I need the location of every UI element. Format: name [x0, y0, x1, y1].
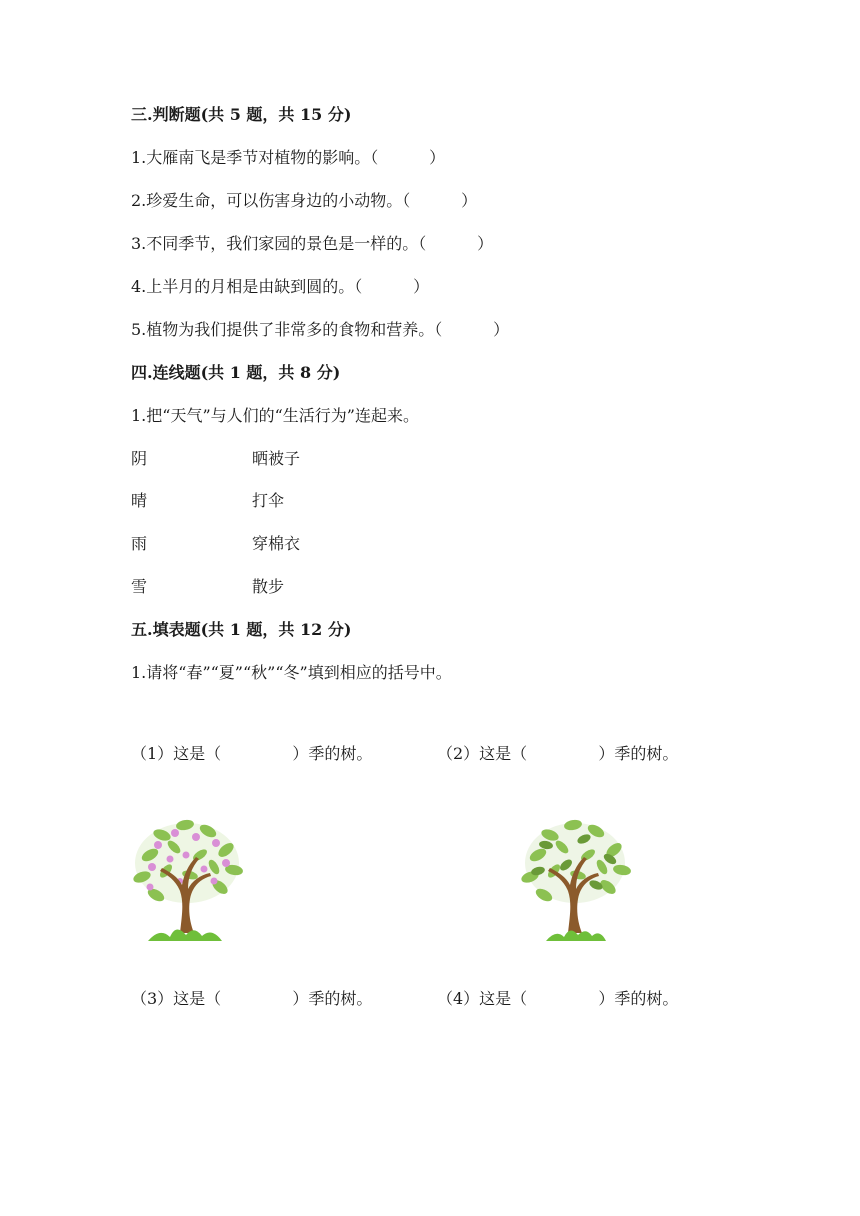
matching-question: 1.把“天气”与人们的“生活行为”连起来。 — [131, 406, 419, 425]
question-3-4: 4.上半月的月相是由缺到圆的。（ ） — [131, 277, 430, 296]
activity-item: 打伞 — [252, 491, 285, 510]
activity-item: 晒被子 — [252, 449, 301, 468]
fill-table-question: 1.请将“春”“夏”“秋”“冬”填到相应的括号中。 — [131, 663, 452, 682]
blank-2: （2）这是（ ）季的树。 — [437, 744, 679, 763]
blank-4: （4）这是（ ）季的树。 — [437, 989, 679, 1008]
blossom-tree-image — [130, 815, 245, 945]
question-3-3: 3.不同季节，我们家园的景色是一样的。（ ） — [131, 234, 494, 253]
section-3-heading: 三.判断题(共 5 题，共 15 分) — [131, 105, 352, 124]
activity-item: 散步 — [252, 577, 285, 596]
weather-item: 晴 — [131, 491, 148, 510]
question-3-2: 2.珍爱生命，可以伤害身边的小动物。（ ） — [131, 191, 478, 210]
section-4-heading: 四.连线题(共 1 题，共 8 分) — [131, 363, 341, 382]
blank-1: （1）这是（ ）季的树。 — [131, 744, 373, 763]
weather-item: 阴 — [131, 449, 148, 468]
weather-item: 雪 — [131, 577, 148, 596]
green-tree-image — [518, 815, 633, 945]
question-3-1: 1.大雁南飞是季节对植物的影响。（ ） — [131, 148, 446, 167]
activity-item: 穿棉衣 — [252, 534, 301, 553]
weather-item: 雨 — [131, 534, 148, 553]
blank-3: （3）这是（ ）季的树。 — [131, 989, 373, 1008]
section-5-heading: 五.填表题(共 1 题，共 12 分) — [131, 620, 352, 639]
question-3-5: 5.植物为我们提供了非常多的食物和营养。（ ） — [131, 320, 510, 339]
